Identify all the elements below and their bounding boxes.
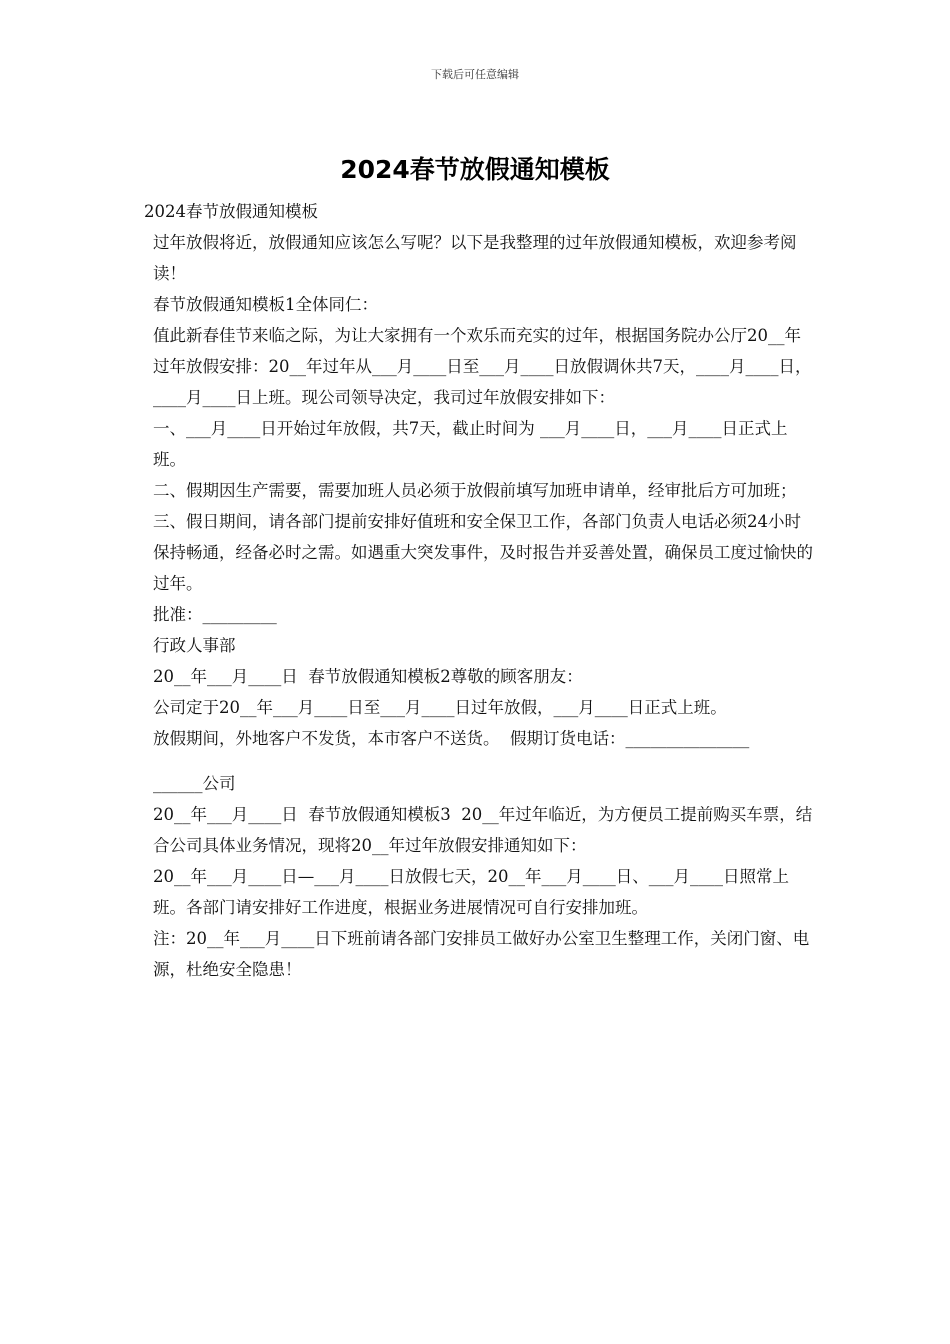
template-3-note: 注：20__年___月____日下班前请各部门安排员工做好办公室卫生整理工作，关闭门窗、电源，杜绝安全隐患！	[153, 929, 810, 979]
document-title: 2024春节放假通知模板	[340, 155, 610, 184]
department-line: 行政人事部	[153, 636, 236, 655]
company-line: ______公司	[153, 774, 236, 793]
document-body	[144, 196, 816, 985]
template-2-delivery: 放假期间，外地客户不发货，本市客户不送货。 假期订货电话：_______________	[153, 729, 750, 748]
template-1-heading: 春节放假通知模板1全体同仁：	[153, 295, 378, 314]
approval-line: 批准：_________	[153, 605, 277, 624]
header-note: 下载后可任意编辑	[431, 68, 519, 81]
template-1-item-2: 二、假期因生产需要，需要加班人员必须于放假前填写加班申请单，经审批后方可加班；	[153, 481, 797, 500]
template-1-body: 值此新春佳节来临之际，为让大家拥有一个欢乐而充实的过年，根据国务院办公厅20__年过年放假安排：20__年过年从___月____日至___月____日放假调休共7天，____月____日，____月____日上班。现公司领导决定，我司过年放假安排如下：	[153, 326, 812, 407]
intro-paragraph: 过年放假将近，放假通知应该怎么写呢？以下是我整理的过年放假通知模板，欢迎参考阅读！	[153, 233, 797, 283]
template-2-heading: 20__年___月____日 春节放假通知模板2尊敬的顾客朋友：	[153, 667, 583, 686]
template-1-item-1: 一、___月____日开始过年放假，共7天，截止时间为 ___月____日，___月____日正式上班。	[153, 419, 788, 469]
template-3-schedule: 20__年___月____日—___月____日放假七天，20__年___月____日、___月____日照常上班。各部门请安排好工作进度，根据业务进展情况可自行安排加班。	[153, 867, 789, 917]
template-2-body: 公司定于20__年___月____日至___月____日过年放假，___月____日正式上班。	[153, 698, 727, 717]
template-3-heading: 20__年___月____日 春节放假通知模板3 20__年过年临近，为方便员工提前购买车票，结合公司具体业务情况，现将20__年过年放假安排通知如下：	[153, 805, 813, 855]
template-1-item-3: 三、假日期间，请各部门提前安排好值班和安全保卫工作，各部门负责人电话必须24小时保持畅通，经备必时之需。如遇重大突发事件，及时报告并妥善处置，确保员工度过愉快的过年。	[153, 512, 813, 593]
subtitle-paragraph: 2024春节放假通知模板	[144, 202, 318, 221]
